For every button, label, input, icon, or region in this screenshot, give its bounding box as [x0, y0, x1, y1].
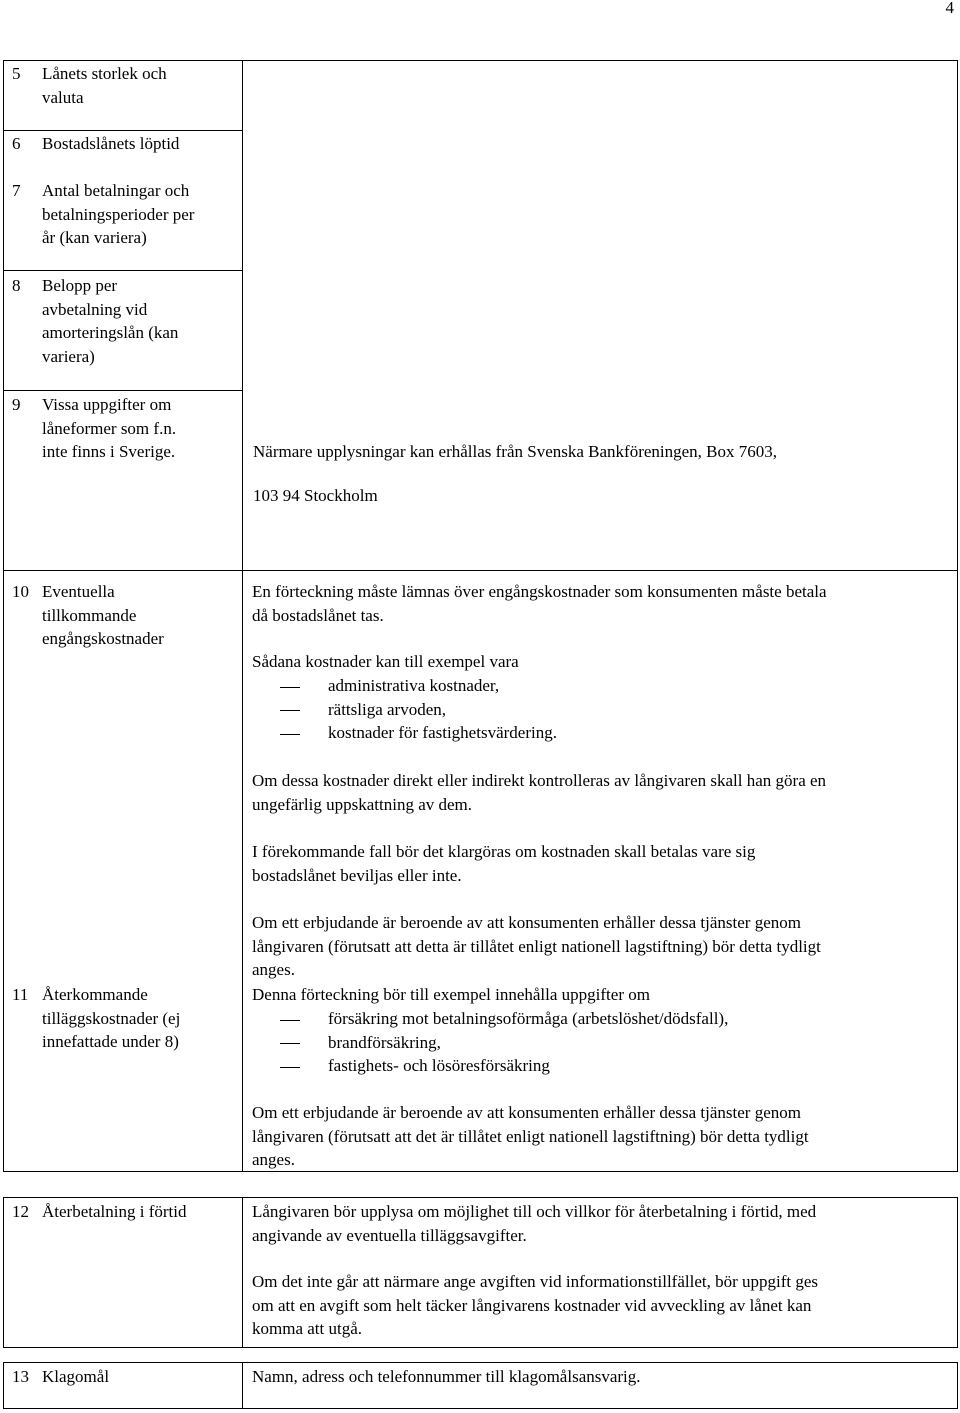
row-number: 6	[12, 134, 21, 153]
list-item: administrativa kostnader,	[262, 674, 557, 698]
row-12-paragraph: Långivaren bör upplysa om möjlighet till och villkor för återbetalning i förtid, med angivande av eventuella tilläggsavgifter.	[252, 1202, 817, 1245]
row-10-paragraph: Om dessa kostnader direkt eller indirekt kontrolleras av långivaren skall han göra en ungefärlig uppskattning av dem.	[252, 771, 827, 814]
row-number: 11	[12, 985, 29, 1004]
list-item: fastighets- och lösöresförsäkring	[262, 1054, 728, 1078]
row-11-paragraph: Om ett erbjudande är beroende av att konsumenten erhåller dessa tjänster genom långivaren (förutsatt att det är tillåtet enligt nationell lagstiftning) bör detta tydligt anges.	[252, 1103, 809, 1169]
row-number: 13	[12, 1367, 29, 1386]
row-number: 8	[12, 276, 21, 295]
row-label: Återkommande tilläggskostnader (ej innefattade under 8)	[42, 985, 181, 1051]
row-13-text: Namn, adress och telefonnummer till klagomålsansvarig.	[252, 1367, 641, 1386]
list-item: försäkring mot betalningsoförmåga (arbetslöshet/dödsfall),	[262, 1007, 728, 1031]
row-number: 12	[12, 1202, 29, 1221]
row-12-paragraph: Om det inte går att närmare ange avgiften vid informationstillfället, bör uppgift ges om att en avgift som helt täcker långivarens kostnader vid avveckling av lånet kan komma att utgå.	[252, 1272, 819, 1338]
row-number: 5	[12, 64, 21, 83]
row-label: Belopp per avbetalning vid amorteringslån (kan variera)	[42, 276, 179, 366]
column-divider	[242, 1362, 243, 1409]
row-number: 9	[12, 395, 21, 414]
row-label: Bostadslånets löptid	[42, 134, 180, 153]
row-11-list	[262, 1007, 728, 1078]
list-item: brandförsäkring,	[262, 1031, 728, 1055]
row-10-paragraph: En förteckning måste lämnas över engångskostnader som konsumenten måste betala då bostadslånet tas.	[252, 582, 827, 625]
column-divider	[242, 571, 243, 1172]
row-label: Eventuella tillkommande engångskostnader	[42, 582, 164, 648]
list-item: rättsliga arvoden,	[262, 698, 557, 722]
row-label: Klagomål	[42, 1367, 110, 1386]
row-number: 7	[12, 181, 21, 200]
row-9-info-line: Närmare upplysningar kan erhållas från Svenska Bankföreningen, Box 7603,	[253, 442, 778, 461]
row-label: Antal betalningar och betalningsperioder per år (kan variera)	[42, 181, 195, 247]
row-10-paragraph: I förekommande fall bör det klargöras om kostnaden skall betalas vare sig bostadslånet beviljas eller inte.	[252, 842, 756, 885]
column-divider	[242, 1197, 243, 1348]
list-item: kostnader för fastighetsvärdering.	[262, 721, 557, 745]
row-11-list-intro: Denna förteckning bör till exempel innehålla uppgifter om	[252, 985, 650, 1004]
row-label: Vissa uppgifter om låneformer som f.n. inte finns i Sverige.	[42, 395, 177, 461]
row-9-address-line: 103 94 Stockholm	[253, 486, 378, 505]
row-divider	[3, 390, 242, 391]
row-label: Lånets storlek och valuta	[42, 64, 167, 107]
column-divider	[242, 60, 243, 571]
row-10-paragraph: Om ett erbjudande är beroende av att konsumenten erhåller dessa tjänster genom långivaren (förutsatt att detta är tillåtet enligt nationell lagstiftning) bör detta tydligt anges.	[252, 913, 821, 979]
row-divider	[3, 270, 242, 271]
row-number: 10	[12, 582, 29, 601]
row-10-list-intro: Sådana kostnader kan till exempel vara	[252, 652, 519, 671]
page-number: 4	[945, 0, 954, 17]
row-10-list	[262, 674, 557, 745]
row-label: Återbetalning i förtid	[42, 1202, 187, 1221]
row-divider	[3, 130, 242, 131]
